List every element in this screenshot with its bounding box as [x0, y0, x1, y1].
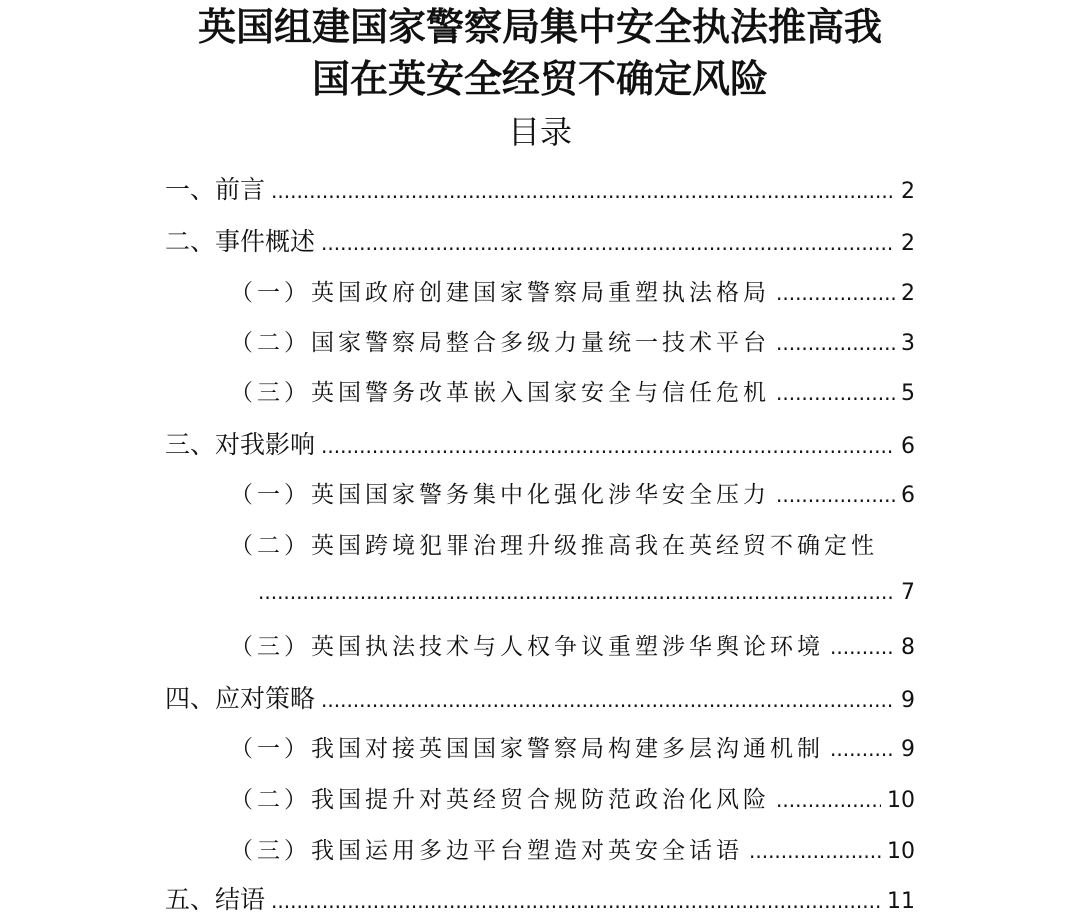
toc-leader-dots — [830, 635, 895, 659]
toc-entry-label: 二、事件概述 — [165, 227, 316, 256]
toc-entry-page: 3 — [901, 331, 915, 356]
toc-entry-label: 四、应对策略 — [165, 684, 316, 713]
toc-leader-dots — [321, 688, 895, 712]
toc-leader-dots — [776, 281, 895, 305]
toc-leader-dots — [776, 331, 895, 355]
toc-entry-page: 9 — [901, 737, 915, 762]
toc-entry-label: （二）我国提升对英经贸合规防范政治化风险 — [230, 787, 770, 813]
toc-leader-dots — [321, 231, 895, 255]
toc-entry-4-3[interactable] — [230, 832, 915, 870]
toc-entry-response-strategy[interactable] — [165, 679, 915, 717]
toc-leader-dots — [776, 483, 895, 507]
toc-entry-impact[interactable] — [165, 425, 915, 463]
toc-entry-page: 7 — [901, 580, 915, 605]
toc-entry-label: （三）我国运用多边平台塑造对英安全话语 — [230, 838, 743, 864]
toc-leader-dots — [830, 737, 895, 761]
toc-entry-page: 8 — [901, 635, 915, 660]
toc-entry-label: 五、结语 — [165, 885, 266, 914]
toc-entry-label: （三）英国警务改革嵌入国家安全与信任危机 — [230, 380, 770, 406]
toc-entry-label: 三、对我影响 — [165, 430, 316, 459]
toc-entry-4-2[interactable] — [230, 781, 915, 819]
document-title-line-2: 国在英安全经贸不确定风险 — [311, 56, 768, 101]
document-title-line-1: 英国组建国家警察局集中安全执法推高我 — [197, 4, 882, 49]
toc-entry-label: （一）英国政府创建国家警察局重塑执法格局 — [230, 280, 770, 306]
toc-entry-3-2[interactable] — [230, 527, 915, 565]
toc-entry-label: （一）英国国家警务集中化强化涉华安全压力 — [230, 482, 770, 508]
toc-entry-page: 10 — [887, 839, 915, 864]
toc-entry-preface[interactable] — [165, 170, 915, 208]
toc-leader-dots — [321, 434, 895, 458]
toc-leader-dots — [271, 179, 895, 203]
toc-entry-label: （三）英国执法技术与人权争议重塑涉华舆论环境 — [230, 634, 824, 660]
toc-entry-4-1[interactable] — [230, 730, 915, 768]
toc-heading: 目录 — [507, 113, 572, 151]
toc-entry-page: 11 — [887, 889, 915, 914]
toc-entry-page: 5 — [901, 381, 915, 406]
toc-entry-page: 6 — [901, 483, 915, 508]
toc-leader-dots — [776, 381, 895, 405]
toc-entry-label: （一）我国对接英国国家警察局构建多层沟通机制 — [230, 736, 824, 762]
toc-entry-page: 10 — [887, 788, 915, 813]
toc-entry-3-3[interactable] — [230, 628, 915, 666]
toc-entry-2-3[interactable] — [230, 374, 915, 412]
toc-leader-dots — [271, 889, 881, 913]
toc-leader-dots — [776, 788, 881, 812]
toc-entry-label: （二）国家警察局整合多级力量统一技术平台 — [230, 330, 770, 356]
toc-entry-conclusion[interactable] — [165, 880, 915, 918]
toc-entry-3-2-continuation[interactable] — [258, 580, 915, 618]
toc-entry-label: 一、前言 — [165, 175, 266, 204]
toc-entry-page: 2 — [901, 231, 915, 256]
toc-entry-2-1[interactable] — [230, 274, 915, 312]
toc-entry-event-overview[interactable] — [165, 222, 915, 260]
toc-entry-2-2[interactable] — [230, 324, 915, 362]
toc-leader-dots — [749, 839, 881, 863]
toc-leader-dots — [258, 580, 895, 604]
toc-entry-label: （二）英国跨境犯罪治理升级推高我在英经贸不确定性 — [230, 533, 878, 559]
toc-entry-3-1[interactable] — [230, 476, 915, 514]
toc-entry-page: 2 — [901, 281, 915, 306]
toc-entry-page: 2 — [901, 179, 915, 204]
toc-entry-page: 9 — [901, 688, 915, 713]
toc-entry-page: 6 — [901, 434, 915, 459]
